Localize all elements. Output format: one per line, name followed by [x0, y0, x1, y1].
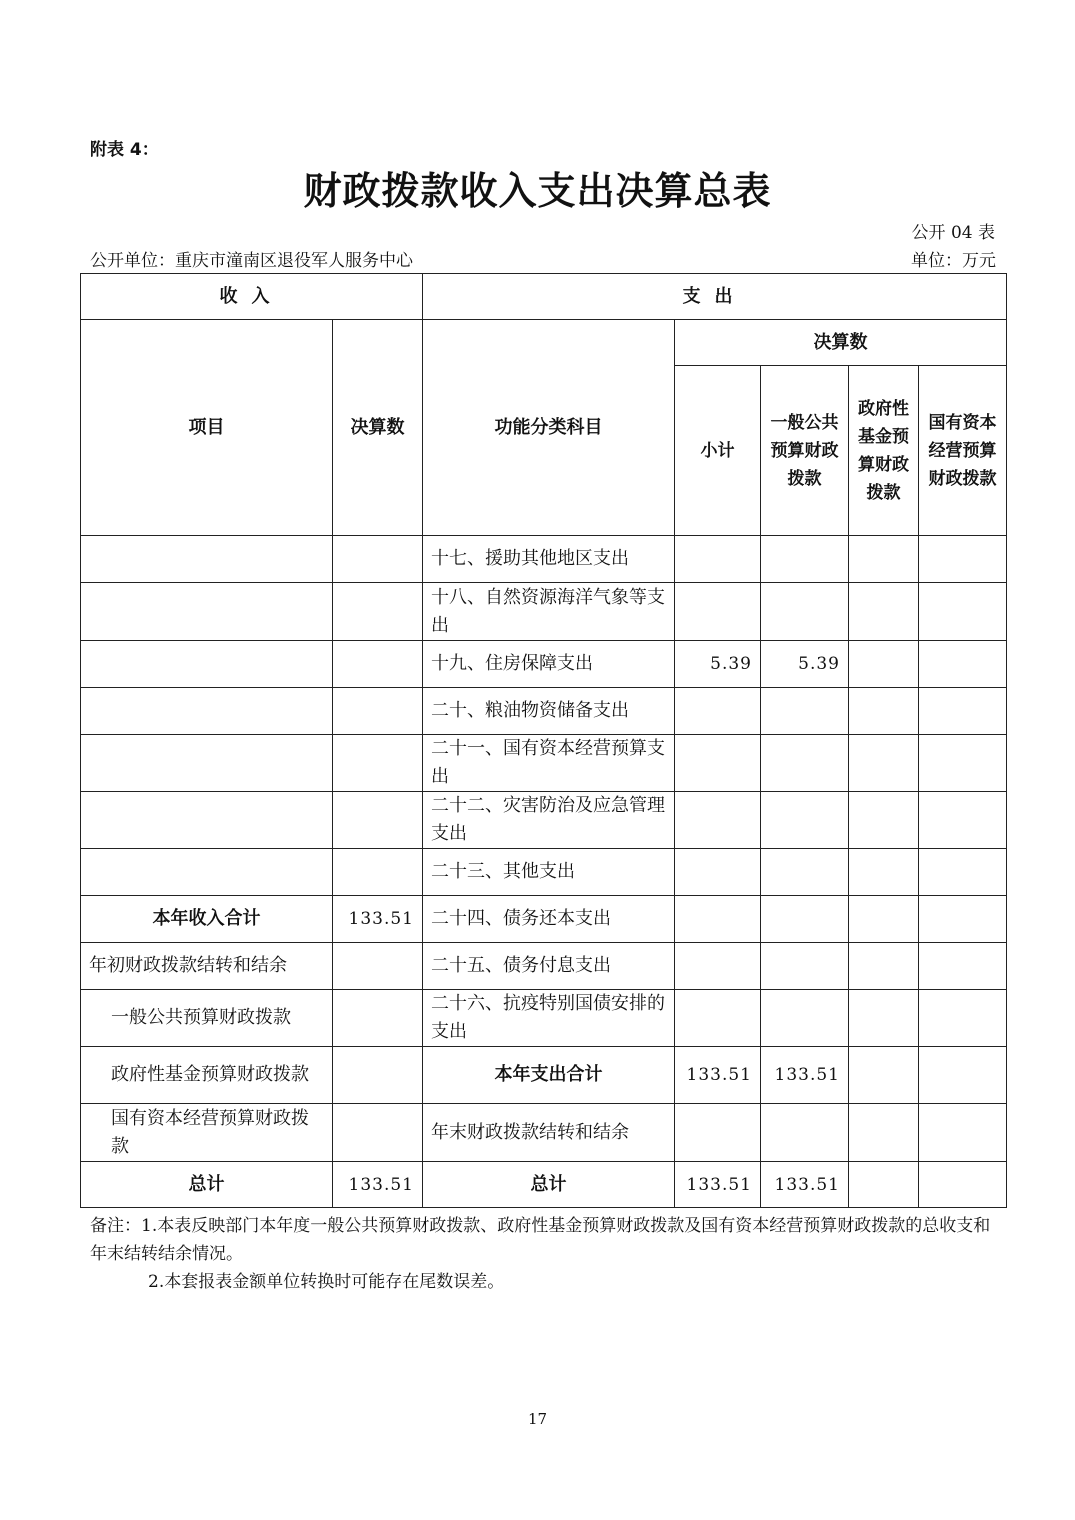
- expense-header: 支出: [423, 274, 1007, 320]
- gov-fund-cell: [849, 583, 919, 641]
- income-amount-cell: [333, 735, 423, 792]
- state-capital-cell: [919, 943, 1007, 990]
- form-code: 公开 04 表: [911, 223, 995, 243]
- header-row-top: [81, 274, 1007, 320]
- state-capital-cell: [919, 792, 1007, 849]
- header-row-mid: [81, 320, 1007, 366]
- table-row: [81, 1047, 1007, 1104]
- income-amount-cell: [333, 536, 423, 583]
- table-row: [81, 641, 1007, 688]
- state-capital-cell: [919, 536, 1007, 583]
- gov-fund-cell: [849, 688, 919, 735]
- income-item-cell: 政府性基金预算财政拨款: [81, 1047, 333, 1104]
- expense-total-label: 本年支出合计: [423, 1047, 675, 1104]
- income-amount-cell: [333, 583, 423, 641]
- table-row: [81, 735, 1007, 792]
- income-amount-cell: [333, 641, 423, 688]
- subtotal-cell: [675, 792, 761, 849]
- gov-fund-cell: [849, 1104, 919, 1162]
- subtotal-cell: 5.39: [675, 641, 761, 688]
- page-title: 财政拨款收入支出决算总表: [303, 169, 772, 213]
- table-row: [81, 1104, 1007, 1162]
- income-amount-cell: [333, 792, 423, 849]
- subtotal-cell: [675, 583, 761, 641]
- state-capital-cell: [919, 990, 1007, 1047]
- subtotal-cell: [675, 688, 761, 735]
- subtotal-cell: 133.51: [675, 1162, 761, 1208]
- subtotal-column-header: 小计: [675, 366, 761, 536]
- amount-column-header: 决算数: [333, 320, 423, 536]
- income-item-cell: 一般公共预算财政拨款: [81, 990, 333, 1047]
- money-unit: 单位：万元: [911, 251, 996, 271]
- gov-fund-cell: [849, 735, 919, 792]
- income-amount-cell: [333, 849, 423, 896]
- general-budget-cell: [761, 849, 849, 896]
- table-row: [81, 1162, 1007, 1208]
- gov-fund-cell: [849, 990, 919, 1047]
- general-budget-cell: [761, 1104, 849, 1162]
- expense-function-cell: 年末财政拨款结转和结余: [423, 1104, 675, 1162]
- table-row: [81, 943, 1007, 990]
- expense-function-cell: 十七、援助其他地区支出: [423, 536, 675, 583]
- state-capital-cell: [919, 583, 1007, 641]
- item-column-header: 项目: [81, 320, 333, 536]
- fiscal-report-table: [80, 273, 1007, 1208]
- notes-section: [90, 1212, 1000, 1296]
- gov-fund-cell: [849, 536, 919, 583]
- gov-fund-cell: [849, 1047, 919, 1104]
- subtotal-cell: [675, 896, 761, 943]
- state-capital-cell: [919, 1047, 1007, 1104]
- final-amount-group-header: 决算数: [675, 320, 1007, 366]
- income-item-cell: [81, 536, 333, 583]
- note-1: 备注：1.本表反映部门本年度一般公共预算财政拨款、政府性基金预算财政拨款及国有资本经营预算财政拨款的总收支和年末结转结余情况。: [90, 1216, 991, 1264]
- subtotal-cell: [675, 1104, 761, 1162]
- income-amount-cell: 133.51: [333, 1162, 423, 1208]
- state-capital-cell: [919, 735, 1007, 792]
- expense-function-cell: 二十二、灾害防治及应急管理支出: [423, 792, 675, 849]
- subtotal-cell: [675, 735, 761, 792]
- expense-function-cell: 十八、自然资源海洋气象等支出: [423, 583, 675, 641]
- state-capital-cell: [919, 1104, 1007, 1162]
- income-amount-cell: [333, 1047, 423, 1104]
- general-budget-cell: [761, 583, 849, 641]
- income-item-cell: [81, 583, 333, 641]
- general-budget-cell: [761, 990, 849, 1047]
- gov-fund-cell: [849, 943, 919, 990]
- general-budget-cell: [761, 536, 849, 583]
- general-budget-cell: 5.39: [761, 641, 849, 688]
- gov-fund-column-header: 政府性基金预算财政拨款: [849, 366, 919, 536]
- general-budget-cell: [761, 735, 849, 792]
- general-budget-cell: [761, 896, 849, 943]
- expense-function-cell: 二十、粮油物资储备支出: [423, 688, 675, 735]
- subtotal-cell: 133.51: [675, 1047, 761, 1104]
- state-capital-cell: [919, 896, 1007, 943]
- general-budget-cell: 133.51: [761, 1162, 849, 1208]
- gov-fund-cell: [849, 641, 919, 688]
- expense-function-cell: 二十六、抗疫特别国债安排的支出: [423, 990, 675, 1047]
- table-row: [81, 849, 1007, 896]
- state-capital-cell: [919, 688, 1007, 735]
- table-row: [81, 536, 1007, 583]
- income-total-label: 本年收入合计: [81, 896, 333, 943]
- income-item-cell: [81, 688, 333, 735]
- income-item-cell: 国有资本经营预算财政拨款: [81, 1104, 333, 1162]
- state-capital-cell: [919, 1162, 1007, 1208]
- table-row: [81, 896, 1007, 943]
- income-header: 收入: [81, 274, 423, 320]
- function-column-header: 功能分类科目: [423, 320, 675, 536]
- expense-function-cell: 二十一、国有资本经营预算支出: [423, 735, 675, 792]
- subtotal-cell: [675, 943, 761, 990]
- income-item-cell: [81, 792, 333, 849]
- org-name: 公开单位：重庆市潼南区退役军人服务中心: [90, 251, 413, 271]
- general-budget-cell: [761, 943, 849, 990]
- grand-total-label-income: 总计: [81, 1162, 333, 1208]
- subtotal-cell: [675, 990, 761, 1047]
- subtotal-cell: [675, 536, 761, 583]
- table-row: [81, 990, 1007, 1047]
- table-row: [81, 583, 1007, 641]
- income-item-cell: 年初财政拨款结转和结余: [81, 943, 333, 990]
- gov-fund-cell: [849, 896, 919, 943]
- general-budget-column-header: 一般公共预算财政拨款: [761, 366, 849, 536]
- state-capital-cell: [919, 641, 1007, 688]
- state-capital-column-header: 国有资本经营预算财政拨款: [919, 366, 1007, 536]
- general-budget-cell: [761, 688, 849, 735]
- state-capital-cell: [919, 849, 1007, 896]
- expense-function-cell: 二十三、其他支出: [423, 849, 675, 896]
- subtotal-cell: [675, 849, 761, 896]
- income-amount-cell: [333, 1104, 423, 1162]
- income-amount-cell: 133.51: [333, 896, 423, 943]
- expense-function-cell: 二十五、债务付息支出: [423, 943, 675, 990]
- income-amount-cell: [333, 943, 423, 990]
- page-number: 17: [527, 1410, 548, 1428]
- note-2: 2.本套报表金额单位转换时可能存在尾数误差。: [148, 1272, 505, 1292]
- expense-function-cell: 二十四、债务还本支出: [423, 896, 675, 943]
- income-item-cell: [81, 849, 333, 896]
- expense-function-cell: 十九、住房保障支出: [423, 641, 675, 688]
- general-budget-cell: [761, 792, 849, 849]
- attachment-label: 附表 4：: [90, 140, 159, 160]
- income-amount-cell: [333, 688, 423, 735]
- gov-fund-cell: [849, 849, 919, 896]
- grand-total-label-expense: 总计: [423, 1162, 675, 1208]
- gov-fund-cell: [849, 792, 919, 849]
- table-row: [81, 792, 1007, 849]
- income-item-cell: [81, 641, 333, 688]
- general-budget-cell: 133.51: [761, 1047, 849, 1104]
- income-item-cell: [81, 735, 333, 792]
- table-row: [81, 688, 1007, 735]
- income-amount-cell: [333, 990, 423, 1047]
- gov-fund-cell: [849, 1162, 919, 1208]
